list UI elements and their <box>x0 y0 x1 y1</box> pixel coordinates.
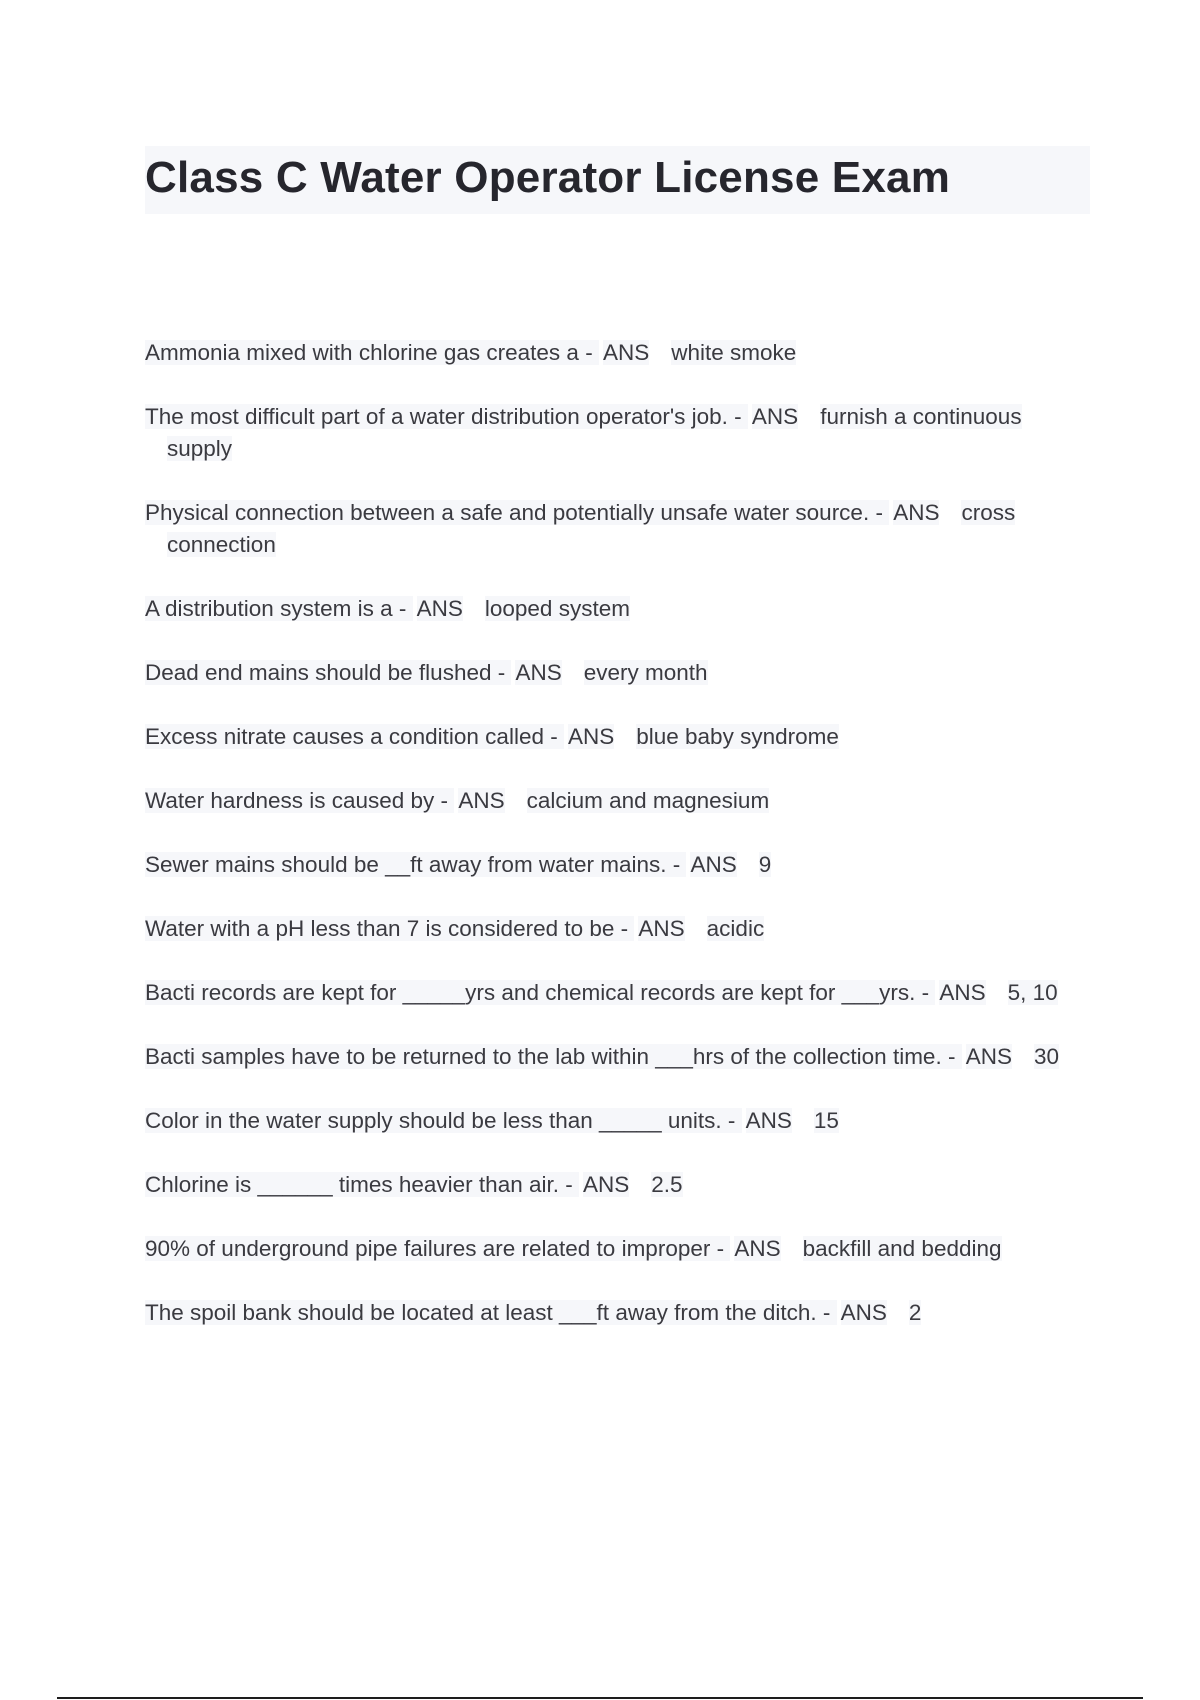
question-item <box>145 593 1090 625</box>
answer-marker: ANS <box>690 852 737 877</box>
question-item <box>145 337 1090 369</box>
question-text: Water with a pH less than 7 is considered to be - <box>145 916 635 941</box>
answer-text: every month <box>583 660 708 685</box>
question-text: Bacti samples have to be returned to the lab within ___hrs of the collection time. - <box>145 1044 962 1069</box>
question-item <box>145 657 1090 689</box>
question-item <box>145 913 1090 945</box>
answer-text: blue baby syndrome <box>636 724 839 749</box>
question-item <box>145 1297 1090 1329</box>
answer-marker: ANS <box>582 1172 630 1197</box>
question-text: A distribution system is a - <box>145 596 413 621</box>
answer-marker: ANS <box>939 980 986 1005</box>
answer-text: looped system <box>484 596 630 621</box>
answer-text: calcium and magnesium <box>526 788 770 813</box>
answer-marker: ANS <box>416 596 463 621</box>
question-item <box>145 1041 1090 1073</box>
answer-text: 5, 10 <box>1007 980 1058 1005</box>
answer-text: 30 <box>1033 1044 1059 1069</box>
answer-text: cross connection <box>167 500 1016 557</box>
question-item <box>145 1233 1090 1265</box>
question-text: Color in the water supply should be less than _____ units. - <box>145 1108 742 1133</box>
question-item <box>145 785 1090 817</box>
question-item <box>145 401 1090 465</box>
question-text: Chlorine is ______ times heavier than air. - <box>145 1172 579 1197</box>
question-item <box>145 849 1090 881</box>
question-text: Bacti records are kept for _____yrs and chemical records are kept for ___yrs. - <box>145 980 936 1005</box>
question-item <box>145 977 1090 1009</box>
question-text: The most difficult part of a water distribution operator's job. - <box>145 404 748 429</box>
question-item <box>145 1105 1090 1137</box>
answer-marker: ANS <box>893 500 940 525</box>
answer-marker: ANS <box>602 340 650 365</box>
page-title: Class C Water Operator License Exam <box>145 153 951 202</box>
answer-marker: ANS <box>965 1044 1012 1069</box>
answer-text: 9 <box>758 852 772 877</box>
answer-marker: ANS <box>458 788 505 813</box>
question-text: Physical connection between a safe and potentially unsafe water source. - <box>145 500 890 525</box>
answer-text: 2 <box>908 1300 922 1325</box>
answer-marker: ANS <box>840 1300 887 1325</box>
question-item <box>145 1169 1090 1201</box>
question-text: Ammonia mixed with chlorine gas creates a - <box>145 340 599 365</box>
question-text: Excess nitrate causes a condition called - <box>145 724 564 749</box>
answer-marker: ANS <box>745 1108 792 1133</box>
answer-marker: ANS <box>751 404 799 429</box>
question-item <box>145 497 1090 561</box>
question-text: Sewer mains should be __ft away from water mains. - <box>145 852 687 877</box>
question-text: Dead end mains should be flushed - <box>145 660 512 685</box>
question-text: Water hardness is caused by - <box>145 788 455 813</box>
answer-text: backfill and bedding <box>802 1236 1002 1261</box>
answer-text: 15 <box>813 1108 839 1133</box>
answer-text: furnish a continuous supply <box>167 404 1022 461</box>
answer-text: 2.5 <box>651 1172 683 1197</box>
answer-marker: ANS <box>734 1236 781 1261</box>
answer-marker: ANS <box>567 724 615 749</box>
question-text: The spoil bank should be located at least ___ft away from the ditch. - <box>145 1300 837 1325</box>
question-text: 90% of underground pipe failures are related to improper - <box>145 1236 731 1261</box>
answer-marker: ANS <box>638 916 685 941</box>
answer-text: acidic <box>706 916 765 941</box>
answer-text: white smoke <box>671 340 797 365</box>
footer-divider <box>57 1697 1143 1699</box>
answer-marker: ANS <box>515 660 562 685</box>
question-answer-list <box>145 337 1090 1361</box>
question-item <box>145 721 1090 753</box>
